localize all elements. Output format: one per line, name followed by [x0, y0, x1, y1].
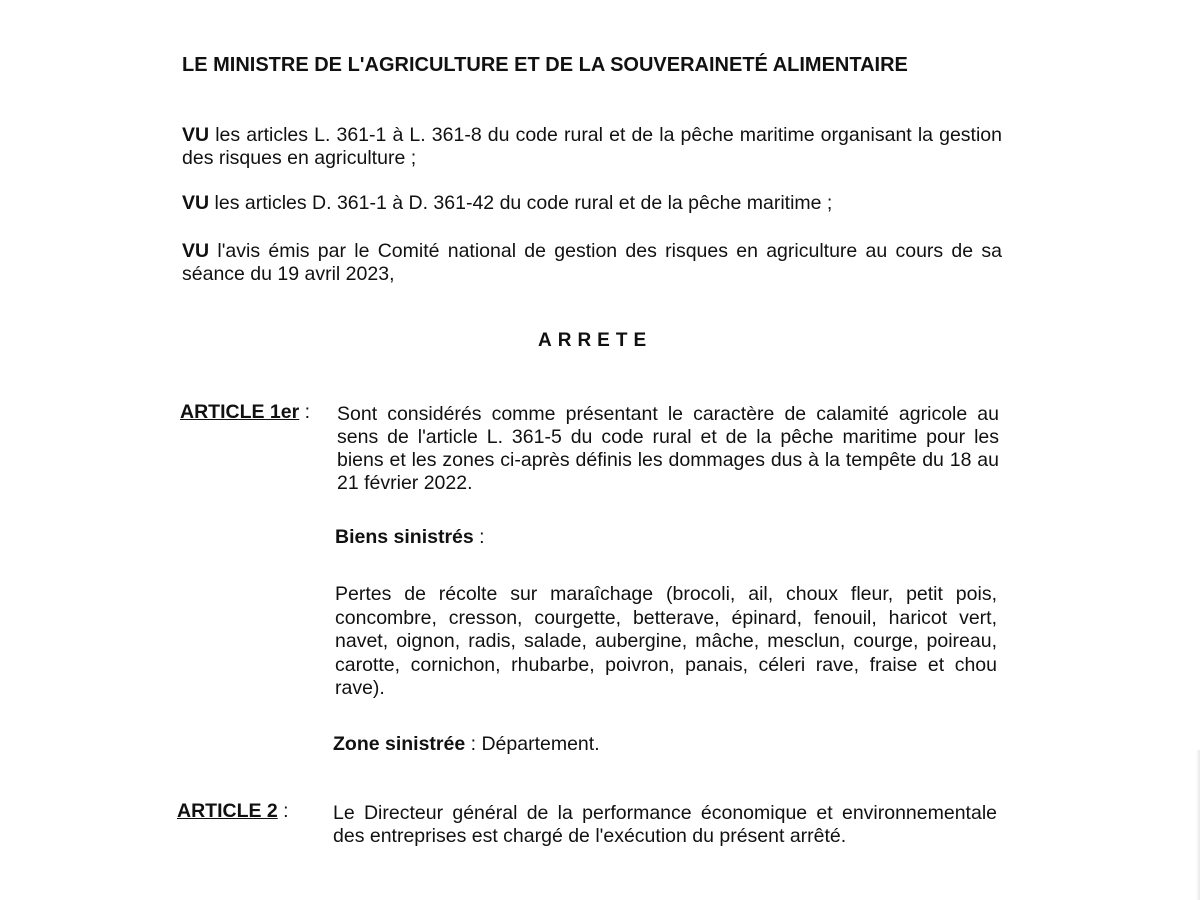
vu-prefix: VU [182, 124, 210, 146]
zone-sinistree-value: : Département. [465, 733, 600, 755]
biens-sinistres-separator: : [473, 526, 485, 548]
zone-sinistree-line [333, 733, 600, 756]
vu-text: l'avis émis par le Comité national de gestion des risques en agriculture au cours de sa séance du 19 avril 2023, [182, 240, 1002, 285]
vu-text: les articles D. 361-1 à D. 361-42 du code rural et de la pêche maritime ; [209, 192, 833, 214]
article-2-body: Le Directeur général de la performance économique et environnementale des entreprises est chargé de l'exécution du présent arrêté. [333, 802, 997, 847]
zone-sinistree-label: Zone sinistrée [333, 733, 466, 755]
article-1-label [180, 401, 310, 424]
vu-prefix: VU [182, 240, 210, 262]
vu-prefix: VU [182, 192, 210, 214]
article-1-body: Sont considérés comme présentant le caractère de calamité agricole au sens de l'article L. 361-5 du code rural et de la pêche maritime pour les biens et les zones ci-après définis les dommages dus à la tempête du 18 au 21 février 2022. [337, 403, 999, 494]
article-1-separator: : [299, 401, 311, 423]
article-2-separator: : [277, 800, 289, 822]
minister-title: LE MINISTRE DE L'AGRICULTURE ET DE LA SOUVERAINETÉ ALIMENTAIRE [182, 54, 908, 76]
scan-edge-shadow [1196, 750, 1200, 900]
vu-text: les articles L. 361-1 à L. 361-8 du code rural et de la pêche maritime organisant la gestion des risques en agriculture ; [182, 124, 1002, 169]
article-1-label-text: ARTICLE 1er [180, 401, 300, 423]
biens-sinistres-label: Biens sinistrés [335, 526, 474, 548]
vu-clause [182, 124, 1002, 170]
vu-clause [182, 192, 1002, 215]
decision-heading: ARRETE [538, 330, 653, 351]
vu-clause [182, 240, 1002, 286]
biens-sinistres-heading [335, 526, 485, 549]
article-2-label-text: ARTICLE 2 [177, 800, 278, 822]
article-2-label [177, 800, 289, 823]
biens-sinistres-body: Pertes de récolte sur maraîchage (brocoli, ail, choux fleur, petit pois, concombre, cresson, courgette, betterave, épinard, fenouil, haricot vert, navet, oignon, radis, salade, aubergine, mâche, mesclun, courge, poireau, carotte, cornichon, rhubarbe, poivron, panais, céleri rave, fraise et chou rave). [335, 583, 997, 699]
